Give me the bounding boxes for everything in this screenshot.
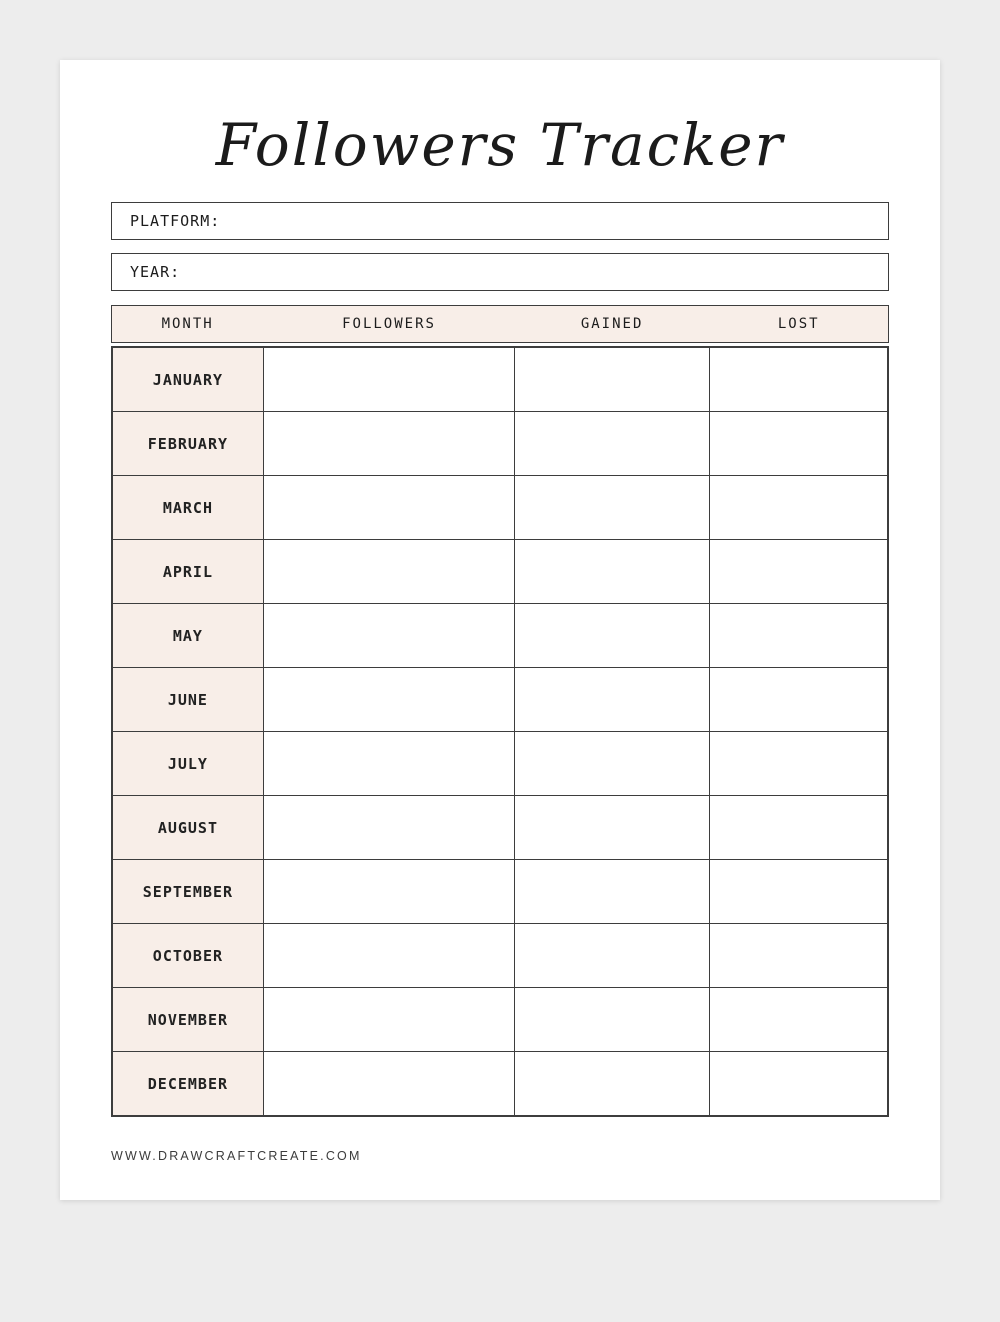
gained-cell	[515, 988, 710, 1052]
platform-field	[111, 202, 889, 240]
followers-cell	[263, 1052, 514, 1117]
lost-cell	[710, 668, 889, 732]
month-cell: JUNE	[112, 668, 263, 732]
followers-cell	[263, 988, 514, 1052]
table-row	[112, 604, 888, 668]
year-field-value	[180, 254, 888, 290]
month-cell: JANUARY	[112, 347, 263, 412]
paper-sheet	[60, 60, 940, 1200]
lost-cell	[710, 988, 889, 1052]
followers-cell	[263, 476, 514, 540]
table-row	[112, 732, 888, 796]
followers-cell	[263, 604, 514, 668]
gained-cell	[515, 732, 710, 796]
table-row	[112, 924, 888, 988]
footer-url: WWW.DRAWCRAFTCREATE.COM	[111, 1149, 362, 1163]
gained-cell	[515, 924, 710, 988]
table-row	[112, 476, 888, 540]
followers-cell	[263, 732, 514, 796]
year-field-label: YEAR:	[130, 263, 181, 281]
gained-cell	[515, 347, 710, 412]
header-cell-lost: LOST	[777, 316, 820, 332]
table-row	[112, 796, 888, 860]
table-row	[112, 668, 888, 732]
followers-cell	[263, 668, 514, 732]
header-cell-followers: FOLLOWERS	[342, 316, 436, 332]
followers-cell	[263, 412, 514, 476]
month-cell: DECEMBER	[112, 1052, 263, 1117]
gained-cell	[515, 860, 710, 924]
table-row	[112, 347, 888, 412]
header-cell-month: MONTH	[161, 316, 214, 332]
followers-cell	[263, 860, 514, 924]
month-cell: MAY	[112, 604, 263, 668]
page-background	[0, 60, 1000, 1322]
month-cell: AUGUST	[112, 796, 263, 860]
table-row	[112, 860, 888, 924]
platform-field-value	[220, 203, 888, 239]
month-cell: OCTOBER	[112, 924, 263, 988]
lost-cell	[710, 412, 889, 476]
gained-cell	[515, 668, 710, 732]
followers-cell	[263, 540, 514, 604]
gained-cell	[515, 1052, 710, 1117]
lost-cell	[710, 1052, 889, 1117]
table-row	[112, 1052, 888, 1117]
platform-field-label: PLATFORM:	[130, 212, 221, 230]
header-cell-gained: GAINED	[580, 316, 644, 332]
followers-cell	[263, 347, 514, 412]
page-title: Followers Tracker	[215, 111, 785, 179]
month-cell: NOVEMBER	[112, 988, 263, 1052]
lost-cell	[710, 540, 889, 604]
table-row	[112, 540, 888, 604]
month-cell: FEBRUARY	[112, 412, 263, 476]
gained-cell	[515, 476, 710, 540]
gained-cell	[515, 412, 710, 476]
lost-cell	[710, 604, 889, 668]
lost-cell	[710, 860, 889, 924]
gained-cell	[515, 540, 710, 604]
gained-cell	[515, 604, 710, 668]
year-field	[111, 253, 889, 291]
month-cell: JULY	[112, 732, 263, 796]
month-cell: SEPTEMBER	[112, 860, 263, 924]
lost-cell	[710, 476, 889, 540]
followers-tracker-table	[111, 346, 889, 1117]
followers-cell	[263, 796, 514, 860]
followers-cell	[263, 924, 514, 988]
lost-cell	[710, 347, 889, 412]
table-row	[112, 988, 888, 1052]
month-cell: MARCH	[112, 476, 263, 540]
gained-cell	[515, 796, 710, 860]
lost-cell	[710, 796, 889, 860]
month-cell: APRIL	[112, 540, 263, 604]
lost-cell	[710, 732, 889, 796]
table-row	[112, 412, 888, 476]
lost-cell	[710, 924, 889, 988]
table-header-row	[111, 305, 889, 343]
